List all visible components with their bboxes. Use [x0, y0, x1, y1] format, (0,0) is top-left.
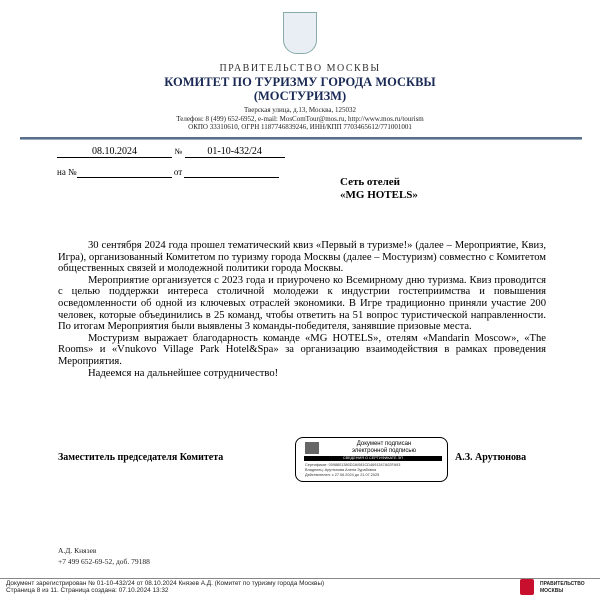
letter-body — [58, 240, 546, 379]
header-divider — [20, 137, 582, 140]
addressee: Сеть отелей «MG HOTELS» — [340, 176, 418, 201]
executor: А.Д. Князев +7 499 652-69-52, доб. 79188 — [58, 546, 150, 566]
letterhead-contacts: Тверская улица, д.13, Москва, 125032 Телефон: 8 (499) 652-6952, e-mail: MosComTour@mos.ru, http://www.mos.ru/tourism ОКПО 33310610, ОГРН 1187746839246, ИНН/КПП 7703465612/771001001 — [176, 106, 424, 131]
paragraph: Мостуризм выражает благодарность команде «MG HOTELS», отелям «Mandarin Moscow», «The Rooms» и «Vnukovo Village Park Hotel&Spa» за организацию взаимодействия в рамках проведения Мероприятия. — [58, 332, 546, 367]
paragraph: Надеемся на дальнейшее сотрудничество! — [88, 367, 279, 379]
paragraph: Мероприятие организуется с 2023 года и приурочено ко Всемирному дню туризма. Квиз проводится с целью поддержки интереса столичной молодежи к индустрии гостеприимства и повышения осведомленности об одной из ключевых отраслей экономики. В Игре традиционно приняли участие 200 человек, которые объединились в 25 команд, чтобы ответить на 51 вопрос туристической направленности. По итогам Мероприятия были выявлены 3 команды-победителя, занявшие призовые места. — [58, 274, 546, 333]
signatory-title: Заместитель председателя Комитета — [58, 452, 224, 463]
signatory-name: А.З. Арутюнова — [455, 452, 527, 463]
emblem-icon — [305, 442, 319, 454]
registration-number: 01-10-432/24 — [185, 146, 285, 158]
government-name: ПРАВИТЕЛЬСТВО МОСКВЫ — [219, 63, 381, 74]
footer-divider — [0, 578, 600, 579]
registration-line: 08.10.2024 № 01-10-432/24 — [57, 146, 285, 158]
paragraph: 30 сентября 2024 года прошел тематический квиз «Первый в туризме!» (далее – Мероприятие, Квиз, Игра), организованный Комитетом по туризму города Москвы (далее – Мостуризм) совместно с Комитетом общественных связей и молодежной политики города Москвы. — [58, 240, 546, 275]
registration-footer: Документ зарегистрирован № 01-10-432/24 от 08.10.2024 Князев А.Д. (Комитет по туризму города Москвы) Страница 8 из 11. Страница создана: 07.10.2024 13:32 — [6, 580, 325, 594]
reply-line: на № от — [57, 167, 279, 178]
footer-logo-text: ПРАВИТЕЛЬСТВО МОСКВЫ — [540, 581, 585, 594]
moscow-coat-of-arms-icon — [283, 12, 317, 54]
committee-name: КОМИТЕТ ПО ТУРИЗМУ ГОРОДА МОСКВЫ (МОСТУРИЗМ) — [164, 75, 436, 103]
moscow-government-logo-icon — [520, 579, 534, 595]
registration-date: 08.10.2024 — [57, 146, 172, 158]
electronic-signature-stamp: Документ подписан электронной подписью СВЕДЕНИЯ О СЕРТИФИКАТЕ ЭП Сертификат: 0098801380D2A/081CD4691347A02FA93 Владелец: Арутюнова Алена Зурабовна Действителен: с 27.06.2024 до 21.07.2025 — [295, 437, 448, 482]
